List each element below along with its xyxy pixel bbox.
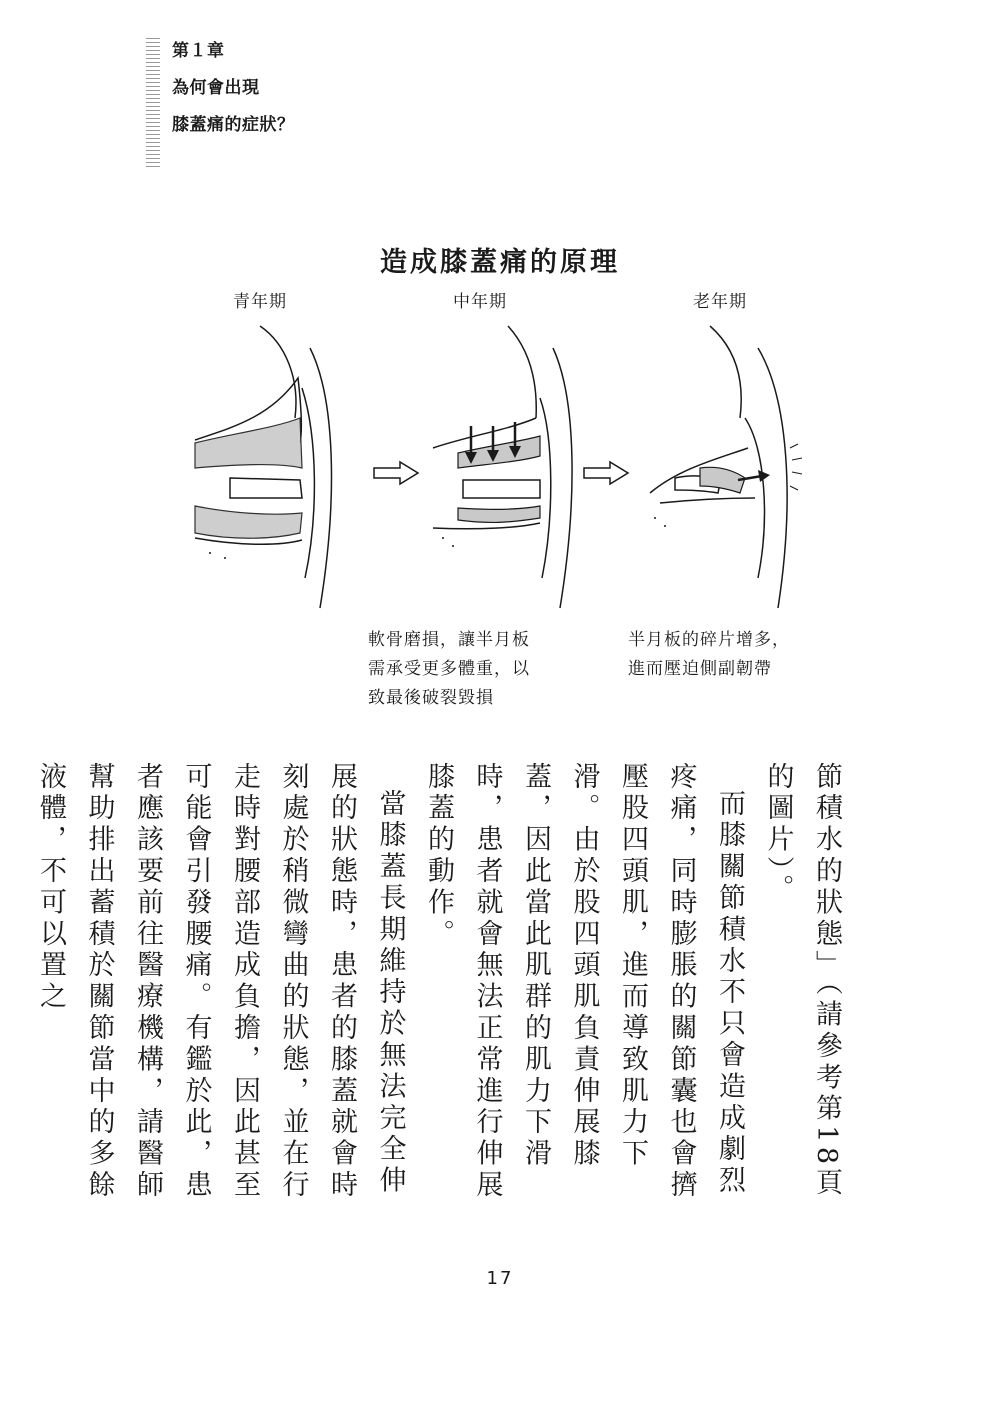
caption-old xyxy=(628,626,790,684)
chapter-number: 第１章 xyxy=(172,41,225,61)
progress-arrow-2 xyxy=(582,460,630,486)
body-paragraph-2: 而膝關節積水不只會造成劇烈疼痛，同時膨脹的關節囊也會擠壓股四頭肌，進而導致肌力下滑。由於股四頭肌負責伸展膝蓋，因此當此肌群的肌力下滑時，患者就會無法正常進行伸展膝蓋的動作。 xyxy=(423,762,745,1202)
caption-old-line2: 進而壓迫側副韌帶 xyxy=(628,659,772,679)
knee-old-illustration xyxy=(640,318,810,608)
body-text xyxy=(35,762,850,1202)
caption-middle-line2: 需承受更多體重，以 xyxy=(368,659,530,679)
stage-label-middle: 中年期 xyxy=(453,292,507,312)
stage-label-young: 青年期 xyxy=(233,292,287,312)
stage-label-old: 老年期 xyxy=(693,292,747,312)
knee-middle-illustration xyxy=(428,318,578,608)
chapter-decoration xyxy=(146,38,160,170)
figure-title: 造成膝蓋痛的原理 xyxy=(380,247,620,278)
progress-arrow-1 xyxy=(372,460,420,486)
body-paragraph-3: 當膝蓋長期維持於無法完全伸展的狀態時，患者的膝蓋就會時刻處於稍微彎曲的狀態，並在行走時對腰部造成負擔，因此甚至可能會引發腰痛。有鑑於此，患者應該要前往醫療機構，請醫師幫助排出蓄積於關節當中的多餘液體，不可以置之 xyxy=(35,762,406,1202)
caption-middle xyxy=(368,626,530,713)
caption-middle-line1: 軟骨磨損，讓半月板 xyxy=(368,630,530,650)
caption-middle-line3: 致最後破裂毀損 xyxy=(368,688,494,708)
chapter-title-line2: 膝蓋痛的症狀？ xyxy=(172,115,295,135)
body-paragraph-1: 節積水的狀態」（請參考第18頁的圖片）。 xyxy=(762,762,842,1200)
knee-young-illustration xyxy=(190,318,340,608)
chapter-title-line1: 為何會出現 xyxy=(172,78,260,98)
page-number: 17 xyxy=(486,1268,514,1289)
caption-old-line1: 半月板的碎片增多， xyxy=(628,630,790,650)
